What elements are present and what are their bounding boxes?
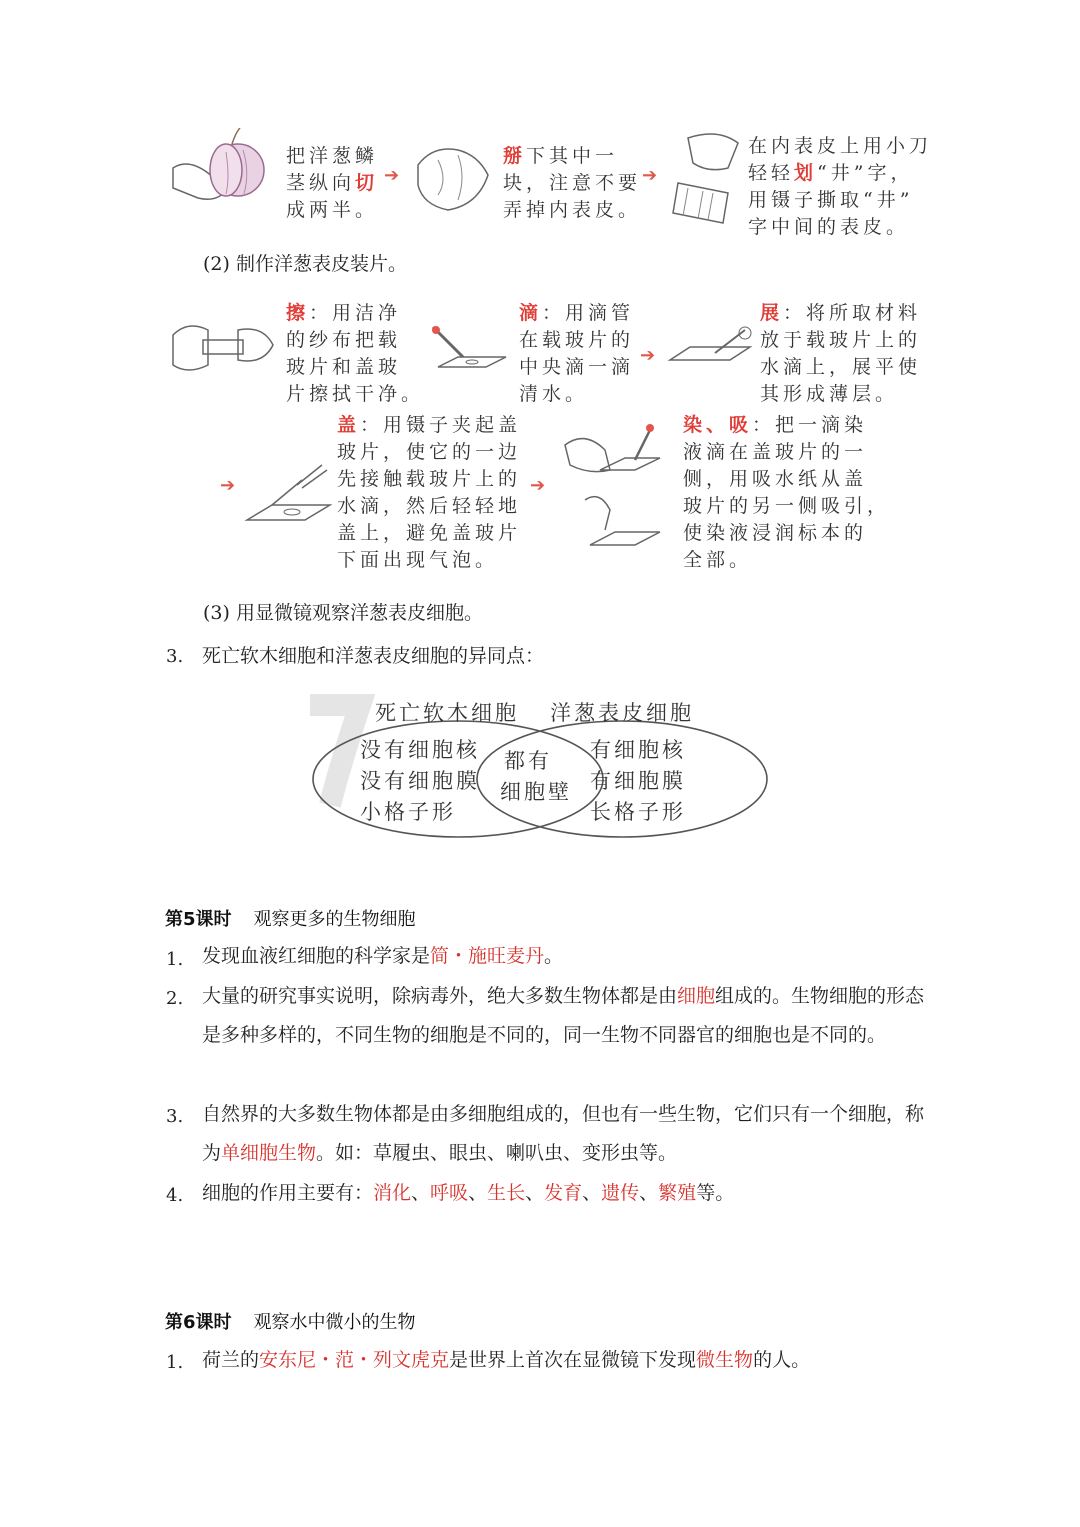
step-spread-line4: 其形成薄层。: [760, 383, 899, 405]
step-stain-line5: 使染液浸润标本的: [683, 522, 868, 544]
step-spread-line1: ：将所取材料: [783, 302, 922, 324]
venn-right-item: 长格子形: [590, 800, 686, 824]
section6-title: [165, 1308, 416, 1334]
step-break-line1: 下其中一: [526, 145, 619, 167]
step-cover-text: [337, 412, 521, 574]
venn-left-item: 没有细胞膜: [360, 769, 480, 793]
s5-item2-number: 2.: [166, 988, 184, 1009]
venn-right-item: 有细胞膜: [590, 769, 686, 793]
venn-middle-item: 都有: [504, 749, 552, 773]
step-cut-line3: 成两半。: [286, 199, 379, 221]
step-cover-line4: 水滴，然后轻轻地: [337, 495, 522, 517]
s5-item1-b: 。: [544, 945, 564, 967]
step-cover-keyword: 盖: [337, 414, 361, 436]
venn-right-title: 洋葱表皮细胞: [550, 701, 694, 725]
s5-item4-a: 细胞的作用主要有：: [202, 1182, 374, 1204]
step-spread-keyword: 展: [760, 302, 784, 324]
section5-subtitle: 观察更多的生物细胞: [253, 909, 416, 930]
arrow-right-icon: ➔: [530, 475, 546, 496]
subheading-observe-microscope: (3) 用显微镜观察洋葱表皮细胞。: [203, 602, 483, 624]
step-cut-line1: 把洋葱鳞: [286, 145, 379, 167]
section5-lesson: 第5课时: [165, 909, 232, 930]
step-drop-text: [519, 300, 634, 408]
arrow-right-icon: ➔: [640, 345, 656, 366]
s6-item1-microbe: 微生物: [696, 1349, 754, 1371]
s6-item1-c: 的人。: [753, 1349, 811, 1371]
step-score-line2a: 轻轻: [748, 162, 795, 184]
step-cut-line2: 茎纵向: [286, 172, 356, 194]
hand-peeling-illustration: [408, 135, 498, 225]
step-stain-line1: ：把一滴染: [752, 414, 868, 436]
s5-item4-sep: 、: [468, 1182, 488, 1204]
s5-item4-function: 消化: [373, 1182, 412, 1204]
item3-number: 3.: [166, 646, 184, 667]
s5-item4-text: [202, 1174, 932, 1213]
s5-item1-text: [202, 937, 932, 976]
venn-left-title: 死亡软木细胞: [375, 701, 519, 725]
step-score-line4: 字中间的表皮。: [748, 216, 910, 238]
wiping-slide-illustration: [168, 315, 278, 385]
venn-middle-item: 细胞壁: [500, 780, 572, 804]
arrow-right-icon: ➔: [220, 475, 236, 496]
s6-item1-b: 是世界上首次在显微镜下发现: [449, 1349, 697, 1371]
step-stain-line2: 液滴在盖玻片的一: [683, 441, 868, 463]
step-cover-line6: 下面出现气泡。: [337, 549, 499, 571]
step-break-text: [503, 143, 641, 224]
subheading-make-slide: (2) 制作洋葱表皮装片。: [203, 253, 407, 275]
step-cut-keyword: 切: [355, 172, 379, 194]
s5-item4-function: 发育: [544, 1182, 583, 1204]
step-cover-line5: 盖上，避免盖玻片: [337, 522, 522, 544]
s5-item4-sep: 、: [411, 1182, 431, 1204]
step-cover-line2: 玻片，使它的一边: [337, 441, 522, 463]
s5-item4-function: 生长: [487, 1182, 526, 1204]
staining-illustration: [560, 420, 670, 560]
knife-scoring-illustration: [668, 128, 748, 228]
step-cover-line1: ：用镊子夹起盖: [360, 414, 522, 436]
s5-item3-b: 。如：草履虫、眼虫、喇叭虫、变形虫等。: [316, 1142, 678, 1164]
step-wipe-line3: 玻片和盖玻: [286, 356, 402, 378]
step-wipe-keyword: 擦: [286, 302, 310, 324]
step-stain-line6: 全部。: [683, 549, 753, 571]
step-wipe-line2: 的纱布把载: [286, 329, 402, 351]
section6-lesson: 第6课时: [165, 1312, 232, 1333]
onion-illustration: [168, 128, 278, 228]
step-drop-line1: ：用滴管: [542, 302, 635, 324]
dropper-illustration: [428, 322, 508, 382]
step-score-line2b: “井”字，: [817, 162, 914, 184]
s5-item4-number: 4.: [166, 1185, 184, 1206]
arrow-right-icon: ➔: [384, 165, 400, 186]
s5-item2-b: 组成的。生物细胞的形态是多种多样的，不同生物的细胞是不同的，同一生物不同器官的细胞也是不同的。: [202, 985, 925, 1046]
step-score-text: [748, 133, 932, 241]
arrow-right-icon: ➔: [642, 165, 658, 186]
spread-sample-illustration: [665, 325, 755, 370]
s5-item1-a: 发现血液红细胞的科学家是: [202, 945, 431, 967]
s6-item1-number: 1.: [166, 1352, 184, 1373]
step-stain-line3: 侧，用吸水纸从盖: [683, 468, 868, 490]
step-spread-text: [760, 300, 921, 408]
step-cover-line3: 先接触载玻片上的: [337, 468, 522, 490]
step-drop-line2: 在载玻片的: [519, 329, 635, 351]
s5-item1-number: 1.: [166, 949, 184, 970]
venn-middle-items: [500, 746, 572, 808]
venn-right-item: 有细胞核: [590, 738, 686, 762]
venn-left-items: [360, 735, 480, 828]
step-score-keyword: 划: [794, 162, 818, 184]
step-break-line2: 块，注意不要: [503, 172, 642, 194]
step-stain-line4: 玻片的另一侧吸引，: [683, 495, 891, 517]
step-spread-line3: 水滴上，展平使: [760, 356, 922, 378]
step-wipe-line4: 片擦拭干净。: [286, 383, 425, 405]
step-stain-keyword: 染、吸: [683, 414, 753, 436]
venn-left-item: 没有细胞核: [360, 738, 480, 762]
venn-left-item: 小格子形: [360, 800, 456, 824]
s5-item4-function: 呼吸: [430, 1182, 469, 1204]
s5-item4-sep: 、: [639, 1182, 659, 1204]
step-drop-line3: 中央滴一滴: [519, 356, 635, 378]
step-stain-text: [683, 412, 890, 574]
step-spread-line2: 放于载玻片上的: [760, 329, 922, 351]
s5-item4-sep: 、: [525, 1182, 545, 1204]
item3-text: 死亡软木细胞和洋葱表皮细胞的异同点：: [202, 645, 545, 667]
s5-item4-function: 遗传: [601, 1182, 640, 1204]
venn-right-items: [590, 735, 686, 828]
s5-item3-number: 3.: [166, 1106, 184, 1127]
s5-item3-text: [202, 1095, 932, 1173]
s5-item3-highlight: 单细胞生物: [221, 1142, 317, 1164]
s6-item1-text: [202, 1341, 932, 1380]
step-drop-line4: 清水。: [519, 383, 589, 405]
step-break-keyword: 掰: [503, 145, 527, 167]
step-wipe-text: [286, 300, 424, 408]
s5-item2-highlight: 细胞: [677, 985, 716, 1007]
s5-item2-a: 大量的研究事实说明，除病毒外，绝大多数生物体都是由: [202, 985, 678, 1007]
s5-item2-text: [202, 977, 932, 1055]
s5-item4-sep: 、: [582, 1182, 602, 1204]
section5-title: [165, 905, 416, 931]
s5-item4-function: 繁殖: [658, 1182, 697, 1204]
s6-item1-scientist: 安东尼・范・列文虎克: [259, 1349, 450, 1371]
step-score-line3: 用镊子撕取“井”: [748, 189, 914, 211]
s5-item1-highlight: 简・施旺麦丹: [430, 945, 545, 967]
s6-item1-a: 荷兰的: [202, 1349, 260, 1371]
section6-subtitle: 观察水中微小的生物: [253, 1312, 416, 1333]
coverslip-illustration: [242, 460, 332, 530]
step-score-line1: 在内表皮上用小刀: [748, 135, 933, 157]
step-wipe-line1: ：用洁净: [309, 302, 402, 324]
step-drop-keyword: 滴: [519, 302, 543, 324]
step-cut-text: [286, 143, 378, 224]
s5-item3-a: 自然界的大多数生物体都是由多细胞组成的，但也有一些生物，它们只有一个细胞，称为: [202, 1103, 925, 1164]
s5-item4-b: 等。: [696, 1182, 735, 1204]
step-break-line3: 弄掉内表皮。: [503, 199, 642, 221]
